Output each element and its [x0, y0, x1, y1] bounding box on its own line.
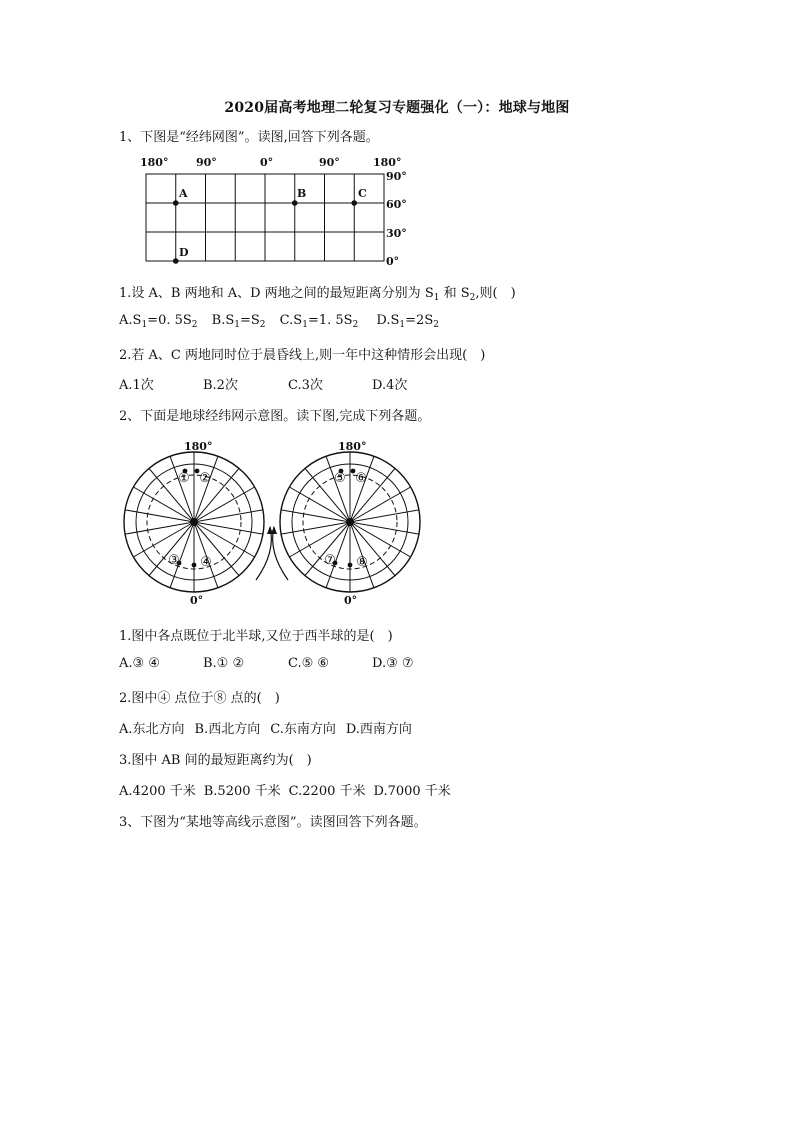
option-d[interactable]: D.7000 千米	[373, 784, 451, 799]
pole-marker	[190, 518, 198, 526]
left-globe-label-0: 0°	[190, 594, 204, 607]
option-c[interactable]: C.2200 千米	[288, 784, 366, 799]
point-c-label: C	[358, 187, 367, 200]
point-b-label: B	[297, 187, 307, 200]
rotation-arrow-head	[271, 526, 277, 534]
meridian-line	[194, 456, 218, 522]
option-a[interactable]: A.③ ④	[119, 656, 160, 671]
option-c[interactable]: $C.S_1=1$. $5S_2$	[279, 313, 359, 330]
meridian-line	[326, 456, 350, 522]
rotation-arrow	[273, 527, 288, 580]
point-7-label: ⑦	[324, 553, 336, 568]
option-d[interactable]: D.4次	[372, 378, 408, 393]
lon-label-0: 0°	[260, 156, 274, 169]
option-b[interactable]: $B.S_1=S_2$	[211, 313, 266, 330]
latlon-grid-figure	[130, 152, 410, 270]
option-d[interactable]: D.西南方向	[345, 722, 412, 737]
point-d-label: D	[179, 246, 189, 259]
lon-label-90-left: 90°	[196, 156, 217, 169]
lon-label-180-right: 180°	[373, 156, 402, 169]
section3-intro: 3、下图为“某地等高线示意图”。读图回答下列各题。	[119, 815, 427, 830]
s1-question-2: 2.若 A、C 两地同时位于晨昏线上,则一年中这种情形会出现( )	[119, 348, 486, 363]
option-c[interactable]: C.3次	[288, 378, 323, 393]
point-4-label: ④	[200, 555, 212, 570]
option-c[interactable]: C.⑤ ⑥	[288, 656, 330, 671]
option-a[interactable]: A.东北方向	[119, 722, 185, 737]
polar-projection-figure	[118, 436, 438, 608]
point-b-marker	[292, 200, 298, 206]
meridian-line	[170, 456, 194, 522]
option-a[interactable]: A.1次	[119, 378, 154, 393]
lat-label-90: 90°	[386, 170, 407, 183]
s2-question-2-options	[119, 718, 412, 737]
s1-question-1: 1.设 A、B 两地和 A、D 两地之间的最短距离分别为 $S_1$ 和 $S_2$,则( )	[119, 286, 516, 303]
option-b[interactable]: B.① ②	[203, 656, 245, 671]
point-1-label: ①	[178, 471, 190, 486]
meridian-line	[350, 456, 374, 522]
option-c[interactable]: C.东南方向	[270, 722, 336, 737]
s2-question-1: 1.图中各点既位于北半球,又位于西半球的是( )	[119, 629, 393, 644]
s2-question-1-options	[119, 656, 414, 671]
point-3-label: ③	[168, 553, 180, 568]
option-a[interactable]: $A.S_1=0$. $5S_2$	[119, 313, 198, 330]
point-6-label: ⑥	[355, 471, 367, 486]
point-2-label: ②	[199, 471, 211, 486]
option-d[interactable]: D.③ ⑦	[372, 656, 414, 671]
lon-label-90-right: 90°	[319, 156, 340, 169]
point-8-label: ⑧	[356, 555, 368, 570]
lon-label-180-left: 180°	[140, 156, 169, 169]
option-a[interactable]: A.4200 千米	[119, 784, 196, 799]
s2-question-2: 2.图中④ 点位于⑧ 点的( )	[119, 691, 280, 706]
s1-question-2-options	[119, 374, 407, 393]
s1-question-1-options	[119, 313, 439, 330]
point-8-marker	[348, 563, 353, 568]
s2-question-3: 3.图中 AB 间的最短距离约为( )	[119, 753, 312, 768]
option-b[interactable]: B.5200 千米	[203, 784, 281, 799]
rotation-arrow	[256, 527, 271, 580]
point-a-label: A	[179, 187, 188, 200]
right-globe-label-0: 0°	[344, 594, 358, 607]
left-polar-globe	[124, 452, 273, 592]
point-a-marker	[173, 200, 179, 206]
page-title: 2020届高考地理二轮复习专题强化（一）：地球与地图	[224, 100, 570, 116]
right-polar-globe	[271, 452, 420, 592]
point-4-marker	[192, 563, 197, 568]
option-b[interactable]: B.2次	[203, 378, 238, 393]
point-c-marker	[351, 200, 357, 206]
option-d[interactable]: $D.S_1=2S_2$	[376, 313, 439, 330]
section2-intro: 2、下面是地球经纬网示意图。读下图,完成下列各题。	[119, 409, 431, 424]
right-globe-label-180: 180°	[338, 440, 367, 453]
lat-label-0: 0°	[386, 255, 400, 268]
option-b[interactable]: B.西北方向	[194, 722, 261, 737]
point-5-label: ⑤	[334, 471, 346, 486]
lat-label-60: 60°	[386, 198, 407, 211]
pole-marker	[346, 518, 354, 526]
s2-question-3-options	[119, 780, 451, 799]
point-d-marker	[173, 258, 179, 264]
section1-intro: 1、下图是“经纬网图”。读图,回答下列各题。	[119, 130, 379, 145]
left-globe-label-180: 180°	[184, 440, 213, 453]
lat-label-30: 30°	[386, 227, 407, 240]
